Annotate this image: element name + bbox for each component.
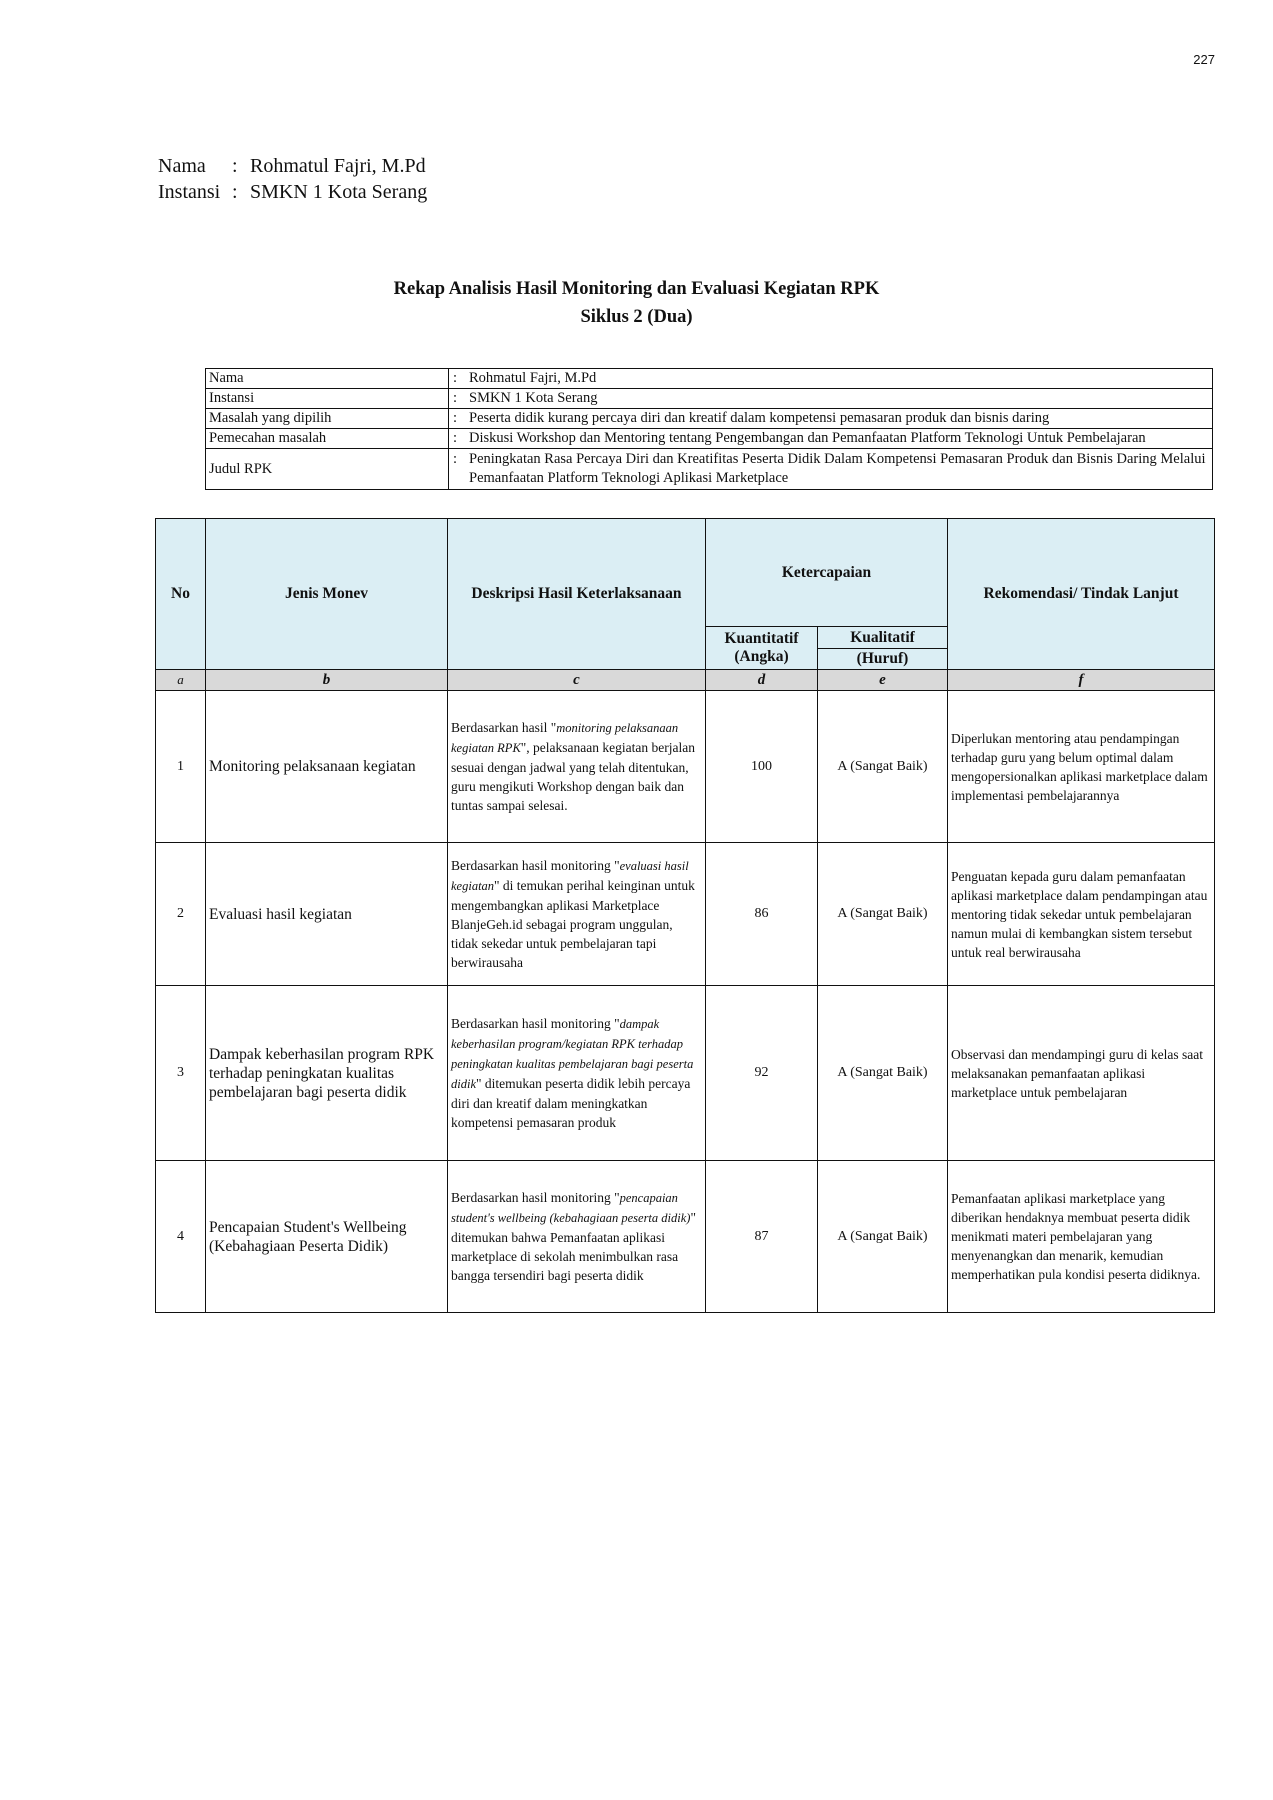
row-rekomendasi: Diperlukan mentoring atau pendampingan terhadap guru yang belum optimal dalam mengopersionalkan aplikasi marketplace dalam implementasi pembelajarannya <box>948 691 1215 843</box>
column-letter-row <box>156 670 1215 691</box>
table-row <box>156 691 1215 843</box>
row-kualitatif: A (Sangat Baik) <box>818 1161 948 1313</box>
table-row <box>156 843 1215 986</box>
identity-block <box>158 153 427 205</box>
identity-nama-label: Nama <box>158 155 206 177</box>
row-rekomendasi: Penguatan kepada guru dalam pemanfaatan aplikasi marketplace dalam pendampingan atau mentoring tidak sekedar untuk pembelajaran namun mulai di kembangkan sistem tersebut untuk real berwirausaha <box>948 843 1215 986</box>
table-row <box>156 1161 1215 1313</box>
row-no: 1 <box>156 691 206 843</box>
column-letter: e <box>818 670 948 691</box>
row-kuantitatif: 92 <box>706 986 818 1161</box>
info-value: Rohmatul Fajri, M.Pd <box>469 370 597 386</box>
column-letter: a <box>156 670 206 691</box>
row-no: 4 <box>156 1161 206 1313</box>
info-row <box>206 389 1213 409</box>
row-deskripsi <box>448 691 706 843</box>
header-angka-label: (Angka) <box>734 648 789 665</box>
row-rekomendasi: Pemanfaatan aplikasi marketplace yang diberikan hendaknya membuat peserta didik menikmati materi pembelajaran yang menyenangkan dan menarik, kemudian memperhatikan pula kondisi peserta didiknya. <box>948 1161 1215 1313</box>
row-jenis-monev: Evaluasi hasil kegiatan <box>206 843 448 986</box>
desk-text-post: " ditemukan peserta didik lebih percaya diri dan kreatif dalam meningkatkan kompetensi pemasaran produk <box>451 1076 691 1130</box>
info-value-cell <box>449 429 1213 449</box>
info-label: Instansi <box>206 389 449 409</box>
desk-text-pre: Berdasarkan hasil monitoring " <box>451 1190 620 1205</box>
identity-nama-row <box>158 153 427 179</box>
header-kuantitatif <box>706 627 818 670</box>
desk-text-post: " di temukan perihal keinginan untuk mengembangkan aplikasi Marketplace BlanjeGeh.id sebagai program unggulan, tidak sekedar untuk pembelajaran tapi berwirausaha <box>451 878 695 970</box>
row-deskripsi <box>448 1161 706 1313</box>
identity-separator: : <box>232 181 238 203</box>
header-no: No <box>156 519 206 670</box>
row-kuantitatif: 86 <box>706 843 818 986</box>
desk-text-pre: Berdasarkan hasil monitoring " <box>451 1016 620 1031</box>
row-kualitatif: A (Sangat Baik) <box>818 986 948 1161</box>
header-kuantitatif-label: Kuantitatif <box>724 630 799 647</box>
info-value: SMKN 1 Kota Serang <box>469 390 598 406</box>
desk-text-italic: pencapaian student's wellbeing (kebahagiaan peserta didik) <box>451 1191 691 1225</box>
header-rekomendasi: Rekomendasi/ Tindak Lanjut <box>948 519 1215 670</box>
row-deskripsi <box>448 986 706 1161</box>
title-line-2: Siklus 2 (Dua) <box>580 307 693 327</box>
info-colon: : <box>453 390 458 406</box>
info-row <box>206 369 1213 389</box>
column-letter: c <box>448 670 706 691</box>
info-colon: : <box>453 430 458 446</box>
info-value: Diskusi Workshop dan Mentoring tentang Pengembangan dan Pemanfaatan Platform Teknologi Untuk Pembelajaran <box>469 430 1146 446</box>
info-value-cell <box>449 369 1213 389</box>
header-huruf: (Huruf) <box>818 649 948 670</box>
header-jenis-monev: Jenis Monev <box>206 519 448 670</box>
desk-text-post: " ditemukan bahwa Pemanfaatan aplikasi marketplace di sekolah menimbulkan rasa bangga tersendiri bagi peserta didik <box>451 1210 696 1283</box>
info-row <box>206 409 1213 429</box>
row-kualitatif: A (Sangat Baik) <box>818 691 948 843</box>
info-value-cell <box>449 449 1213 490</box>
row-jenis-monev: Monitoring pelaksanaan kegiatan <box>206 691 448 843</box>
identity-instansi-row <box>158 179 427 205</box>
info-row <box>206 449 1213 490</box>
identity-instansi-value: SMKN 1 Kota Serang <box>250 181 428 203</box>
row-kualitatif: A (Sangat Baik) <box>818 843 948 986</box>
column-letter: b <box>206 670 448 691</box>
header-ketercapaian: Ketercapaian <box>706 519 948 627</box>
row-jenis-monev: Pencapaian Student's Wellbeing (Kebahagiaan Peserta Didik) <box>206 1161 448 1313</box>
info-colon: : <box>453 451 458 467</box>
identity-separator: : <box>232 155 238 177</box>
info-value: Peserta didik kurang percaya diri dan kreatif dalam kompetensi pemasaran produk dan bisnis daring <box>469 410 1050 426</box>
row-rekomendasi: Observasi dan mendampingi guru di kelas saat melaksanakan pemanfaatan aplikasi marketplace untuk pembelajaran <box>948 986 1215 1161</box>
row-jenis-monev: Dampak keberhasilan program RPK terhadap peningkatan kualitas pembelajaran bagi peserta didik <box>206 986 448 1161</box>
info-colon: : <box>453 410 458 426</box>
page-number: 227 <box>1193 52 1215 67</box>
row-deskripsi <box>448 843 706 986</box>
identity-nama-value: Rohmatul Fajri, M.Pd <box>250 155 426 177</box>
info-label: Nama <box>206 369 449 389</box>
desk-text-italic: dampak keberhasilan program/kegiatan RPK terhadap peningkatan kualitas pembelajaran bagi peserta didik <box>451 1017 694 1091</box>
desk-text-pre: Berdasarkan hasil monitoring " <box>451 858 620 873</box>
info-value-cell <box>449 389 1213 409</box>
desk-text-italic: monitoring pelaksanaan kegiatan RPK <box>451 721 679 755</box>
desk-text-italic: evaluasi hasil kegiatan <box>451 859 689 893</box>
info-value: Peningkatan Rasa Percaya Diri dan Kreatifitas Peserta Didik Dalam Kompetensi Pemasaran Produk dan Bisnis Daring Melalui Pemanfaatan Platform Teknologi Aplikasi Marketplace <box>469 451 1206 486</box>
info-value-cell <box>449 409 1213 429</box>
document-title <box>0 275 1273 331</box>
info-label: Judul RPK <box>206 449 449 490</box>
header-deskripsi: Deskripsi Hasil Keterlaksanaan <box>448 519 706 670</box>
row-no: 3 <box>156 986 206 1161</box>
title-line-1: Rekap Analisis Hasil Monitoring dan Evaluasi Kegiatan RPK <box>393 279 880 299</box>
header-row <box>156 519 1215 627</box>
header-kualitatif: Kualitatif <box>818 627 948 649</box>
info-label: Pemecahan masalah <box>206 429 449 449</box>
identity-instansi-label: Instansi <box>158 181 221 203</box>
info-colon: : <box>453 370 458 386</box>
info-label: Masalah yang dipilih <box>206 409 449 429</box>
info-table <box>205 368 1213 490</box>
desk-text-post: ", pelaksanaan kegiatan berjalan sesuai dengan jadwal yang telah ditentukan, guru mengikuti Workshop dengan baik dan tuntas sampai selesai. <box>451 740 695 813</box>
row-no: 2 <box>156 843 206 986</box>
table-row <box>156 986 1215 1161</box>
monev-table <box>155 518 1215 1313</box>
row-kuantitatif: 87 <box>706 1161 818 1313</box>
column-letter: d <box>706 670 818 691</box>
info-row <box>206 429 1213 449</box>
desk-text-pre: Berdasarkan hasil " <box>451 720 557 735</box>
column-letter: f <box>948 670 1215 691</box>
row-kuantitatif: 100 <box>706 691 818 843</box>
